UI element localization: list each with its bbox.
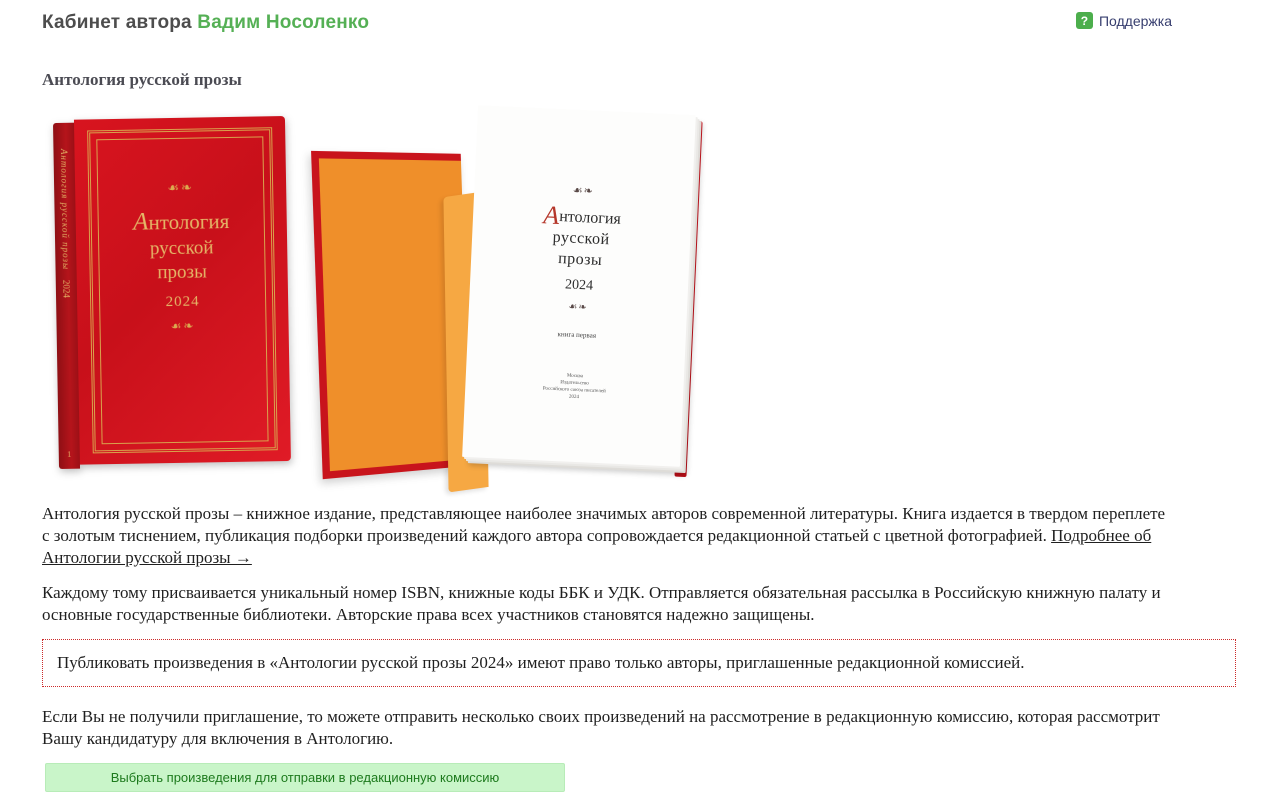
imprint-city: Москва (566, 373, 584, 380)
book-spine-title: Антология русской прозы (58, 148, 72, 271)
title-page-imprint (465, 368, 684, 406)
cover-ornament-bottom: ☙❧ (170, 318, 196, 334)
book-open-photo (318, 108, 698, 488)
description-text-1: Антология русской прозы – книжное издание, представляющее наиболее значимых авторов современной литературы. Книга издается в твердом переплете с золотым тиснением, публикация подборки произведений каждого автора сопровождается редакционной статьей с цветной фотографией. (42, 504, 1166, 545)
description-paragraph-1 (42, 503, 1166, 569)
imprint-year: 2024 (568, 394, 580, 401)
title-page-line3: прозы (557, 250, 603, 270)
imprint-publisher: Издательство (560, 380, 589, 387)
select-works-button[interactable]: Выбрать произведения для отправки в редакционную комиссию (45, 763, 565, 792)
book-front-cover (74, 116, 291, 465)
open-book-title-page (462, 105, 696, 467)
title-page-line2: русской (552, 228, 611, 249)
cover-ornament-top: ☙❧ (167, 179, 195, 196)
book-spine-number: 1 (67, 449, 72, 459)
invitation-notice-box: Публиковать произведения в «Антологии русской прозы 2024» имеют право только авторы, приглашенные редакционной комиссией. (42, 639, 1236, 687)
cover-title-line1 (76, 206, 287, 238)
cover-title-initial: А (132, 208, 149, 236)
support-label[interactable]: Поддержка (1098, 12, 1172, 29)
title-page-ornament-top: ☙❧ (572, 184, 595, 198)
description-paragraph-2: Каждому тому присваивается уникальный номер ISBN, книжные коды ББК и УДК. Отправляется обязательная рассылка в Российскую книжную палату и основные государственные библиотеки. Авторские права всех участников становятся надежно защищены. (42, 583, 1161, 624)
title-page-edition: книга первая (557, 330, 597, 340)
section-title: Антология русской прозы (42, 70, 242, 89)
book-spine-year: 2024 (61, 279, 72, 299)
header-bar (42, 12, 1238, 34)
title-page-year: 2024 (564, 277, 594, 294)
cabinet-label: Кабинет автора (42, 12, 198, 33)
page-title (42, 12, 369, 34)
title-page-rest: нтология (558, 208, 622, 228)
cover-year: 2024 (165, 293, 200, 311)
cover-title-rest: нтология (148, 208, 230, 235)
cover-title-line3: прозы (157, 261, 208, 284)
author-name-link[interactable]: Вадим Носоленко (197, 12, 370, 33)
cover-text (75, 178, 289, 336)
description-paragraph-3: Если Вы не получили приглашение, то можете отправить несколько своих произведений на рассмотрение в редакционную комиссию, которая рассмотрит Вашу кандидатуру для включения в Антологию. (42, 707, 1160, 748)
cover-title-line2: русской (149, 237, 214, 260)
title-page-initial: А (542, 200, 560, 231)
book-photos (42, 102, 1238, 494)
title-page-ornament-bottom: ☙❧ (568, 301, 588, 314)
title-page-text (462, 105, 696, 467)
imprint-org: Российского союза писателей (542, 386, 606, 395)
support-link[interactable] (1076, 12, 1172, 29)
help-question-icon[interactable]: ? (1076, 12, 1093, 29)
book-cover-photo (53, 116, 291, 472)
more-about-anthology-link[interactable]: Подробнее об Антологии русской прозы → (42, 526, 1152, 567)
